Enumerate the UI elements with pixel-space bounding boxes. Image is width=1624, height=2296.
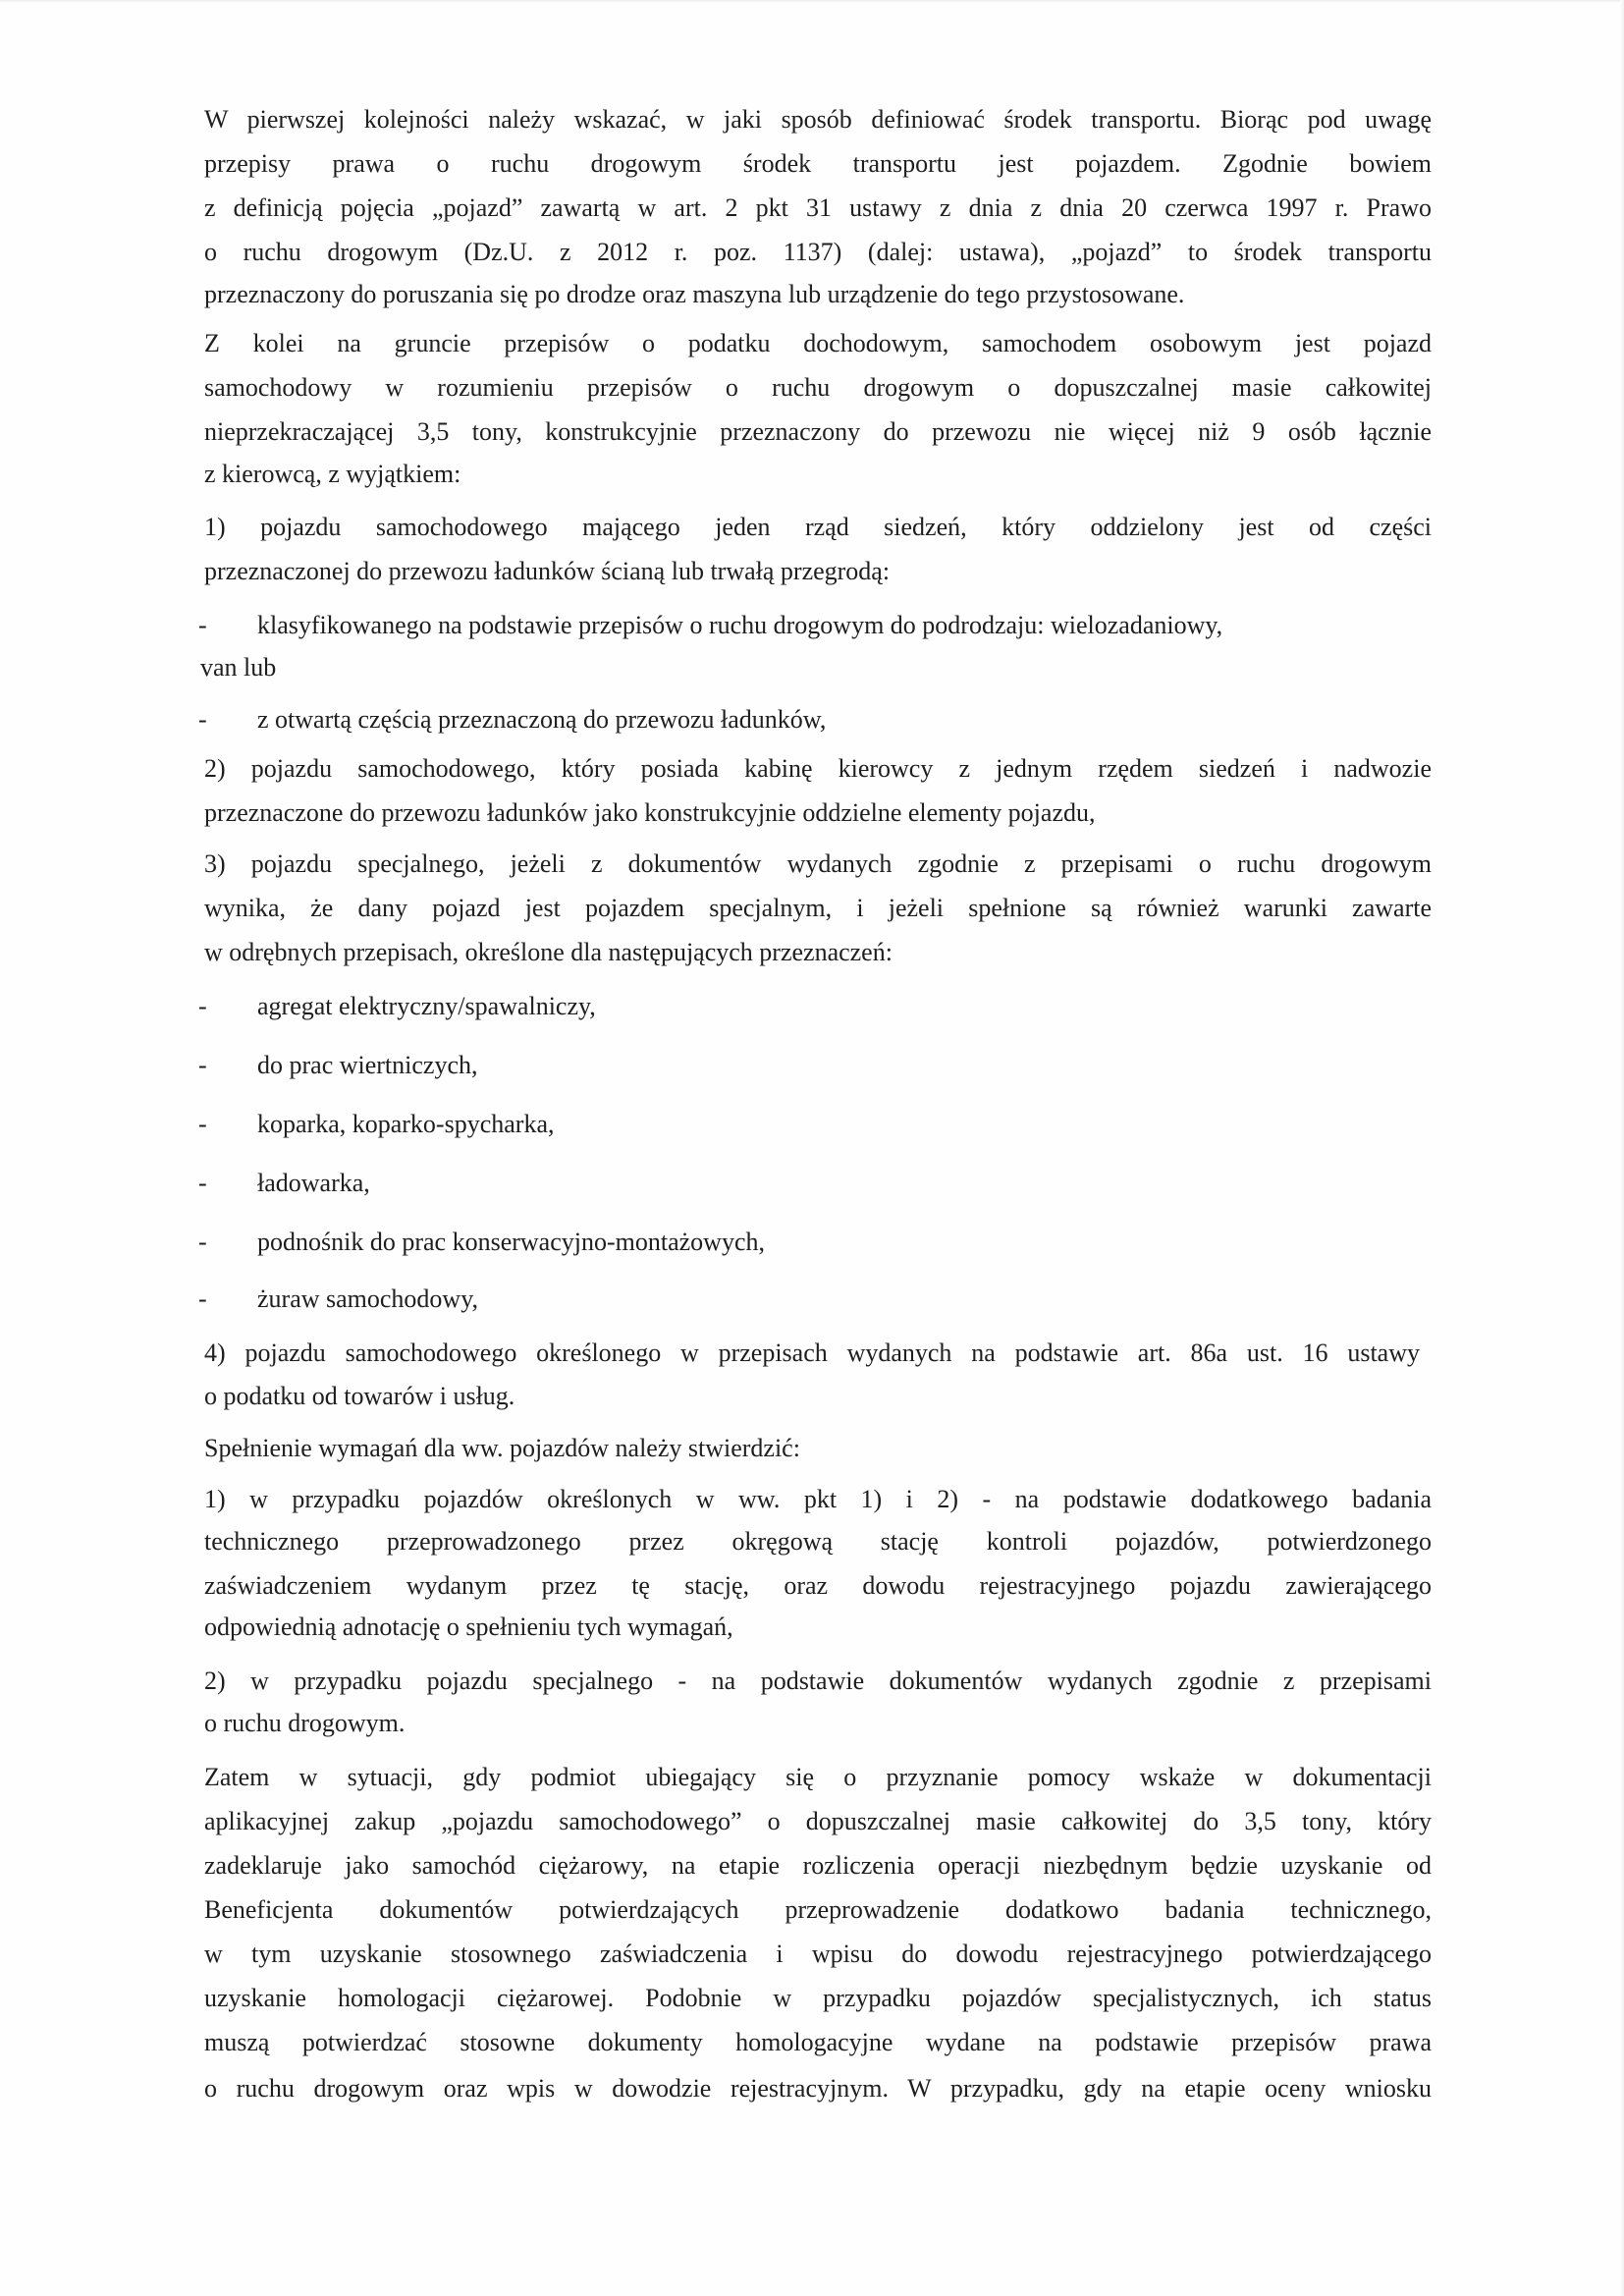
exception-1-line-1: 1) pojazdu samochodowego mającego jeden rząd siedzeń, który oddzielony jest od części bbox=[204, 513, 1432, 541]
paragraph-1-line-2: przepisy prawa o ruchu drogowym środek transportu jest pojazdem. Zgodnie bowiem bbox=[204, 149, 1432, 178]
dash-bullet-icon: - bbox=[198, 1051, 207, 1079]
requirements-item-2-line-2: o ruchu drogowym. bbox=[204, 1709, 406, 1737]
scan-edge-right bbox=[1620, 0, 1624, 2296]
exception-3-line-2: wynika, że dany pojazd jest pojazdem specjalnym, i jeżeli spełnione są również warunki zawarte bbox=[204, 894, 1432, 922]
requirements-intro: Spełnienie wymagań dla ww. pojazdów należy stwierdzić: bbox=[204, 1434, 800, 1462]
paragraph-1-line-3: z definicją pojęcia „pojazd” zawartą w art. 2 pkt 31 ustawy z dnia z dnia 20 czerwca 1997 r. Prawo bbox=[204, 193, 1432, 222]
paragraph-2-line-3: nieprzekraczającej 3,5 tony, konstrukcyjnie przeznaczony do przewozu nie więcej niż 9 osób łącznie bbox=[204, 417, 1432, 446]
exception-3-bullet-5 bbox=[198, 1227, 1432, 1258]
paragraph-2-line-2: samochodowy w rozumieniu przepisów o ruchu drogowym o dopuszczalnej masie całkowitej bbox=[204, 373, 1432, 402]
dash-bullet-icon: - bbox=[198, 611, 207, 639]
conclusion-line-7: muszą potwierdzać stosowne dokumenty homologacyjne wydane na podstawie przepisów prawa bbox=[204, 2028, 1432, 2056]
paragraph-2-line-4: z kierowcą, z wyjątkiem: bbox=[204, 460, 461, 488]
exception-2-line-1: 2) pojazdu samochodowego, który posiada kabinę kierowcy z jednym rzędem siedzeń i nadwozie bbox=[204, 754, 1432, 783]
exception-4-line-2: o podatku od towarów i usług. bbox=[204, 1382, 515, 1410]
bullet-text: ładowarka, bbox=[257, 1169, 370, 1197]
scan-edge-top bbox=[0, 0, 1624, 3]
conclusion-line-1: Zatem w sytuacji, gdy podmiot ubiegający się o przyznanie pomocy wskaże w dokumentacji bbox=[204, 1763, 1432, 1791]
dash-bullet-icon: - bbox=[198, 705, 207, 734]
bullet-text: z otwartą częścią przeznaczoną do przewozu ładunków, bbox=[257, 705, 827, 734]
exception-1-bullet-2 bbox=[198, 704, 1432, 736]
exception-1-continuation: van lub bbox=[200, 653, 277, 682]
paragraph-1-line-1: W pierwszej kolejności należy wskazać, w jaki sposób definiować środek transportu. Biorąc pod uwagę bbox=[204, 105, 1432, 134]
dash-bullet-icon: - bbox=[198, 992, 207, 1020]
conclusion-line-8: o ruchu drogowym oraz wpis w dowodzie rejestracyjnym. W przypadku, gdy na etapie oceny wniosku bbox=[204, 2074, 1432, 2103]
requirements-item-2-line-1: 2) w przypadku pojazdu specjalnego - na podstawie dokumentów wydanych zgodnie z przepisami bbox=[204, 1667, 1432, 1695]
requirements-item-1-line-2: technicznego przeprowadzonego przez okręgową stację kontroli pojazdów, potwierdzonego bbox=[204, 1527, 1432, 1556]
exception-3-bullet-6 bbox=[198, 1284, 1432, 1315]
requirements-item-1-line-1: 1) w przypadku pojazdów określonych w ww. pkt 1) i 2) - na podstawie dodatkowego badania bbox=[204, 1485, 1432, 1513]
bullet-text: agregat elektryczny/spawalniczy, bbox=[257, 992, 596, 1020]
dash-bullet-icon: - bbox=[198, 1285, 207, 1313]
bullet-text: do prac wiertniczych, bbox=[257, 1051, 478, 1079]
conclusion-line-3: zadeklaruje jako samochód ciężarowy, na etapie rozliczenia operacji niezbędnym będzie uzyskanie od bbox=[204, 1851, 1432, 1880]
exception-2-line-2: przeznaczone do przewozu ładunków jako konstrukcyjnie oddzielne elementy pojazdu, bbox=[204, 798, 1096, 827]
conclusion-line-5: w tym uzyskanie stosownego zaświadczenia i wpisu do dowodu rejestracyjnego potwierdzającego bbox=[204, 1940, 1432, 1968]
bullet-text: podnośnik do prac konserwacyjno-montażowych, bbox=[257, 1228, 765, 1256]
conclusion-line-2: aplikacyjnej zakup „pojazdu samochodowego” o dopuszczalnej masie całkowitej do 3,5 tony, który bbox=[204, 1807, 1432, 1835]
requirements-item-1-line-3: zaświadczeniem wydanym przez tę stację, oraz dowodu rejestracyjnego pojazdu zawierającego bbox=[204, 1571, 1432, 1600]
paragraph-1-line-5: przeznaczony do poruszania się po drodze oraz maszyna lub urządzenie do tego przystosowane. bbox=[204, 280, 1185, 308]
exception-1-line-2: przeznaczonej do przewozu ładunków ścianą lub trwałą przegrodą: bbox=[204, 557, 891, 585]
bullet-text: klasyfikowanego na podstawie przepisów o ruchu drogowym do podrodzaju: wielozadaniowy, bbox=[257, 611, 1223, 639]
dash-bullet-icon: - bbox=[198, 1228, 207, 1256]
paragraph-1-line-4: o ruchu drogowym (Dz.U. z 2012 r. poz. 1137) (dalej: ustawa), „pojazd” to środek transportu bbox=[204, 238, 1432, 266]
bullet-text: koparka, koparko-spycharka, bbox=[257, 1110, 555, 1138]
conclusion-line-6: uzyskanie homologacji ciężarowej. Podobnie w przypadku pojazdów specjalistycznych, ich status bbox=[204, 1984, 1432, 2012]
requirements-item-1-line-4: odpowiednią adnotację o spełnieniu tych wymagań, bbox=[204, 1613, 733, 1641]
dash-bullet-icon: - bbox=[198, 1169, 207, 1197]
exception-3-bullet-4 bbox=[198, 1168, 1432, 1199]
exception-4-line-1: 4) pojazdu samochodowego określonego w przepisach wydanych na podstawie art. 86a ust. 16 ustawy bbox=[204, 1339, 1420, 1367]
exception-1-bullet-1 bbox=[198, 610, 1432, 641]
dash-bullet-icon: - bbox=[198, 1110, 207, 1138]
bullet-text: żuraw samochodowy, bbox=[257, 1285, 479, 1313]
exception-3-bullet-3 bbox=[198, 1109, 1432, 1140]
exception-3-line-3: w odrębnych przepisach, określone dla następujących przeznaczeń: bbox=[204, 938, 893, 966]
conclusion-line-4: Beneficjenta dokumentów potwierdzających przeprowadzenie dodatkowo badania technicznego, bbox=[204, 1895, 1432, 1924]
exception-3-line-1: 3) pojazdu specjalnego, jeżeli z dokumentów wydanych zgodnie z przepisami o ruchu drogowym bbox=[204, 849, 1432, 878]
paragraph-2-line-1: Z kolei na gruncie przepisów o podatku dochodowym, samochodem osobowym jest pojazd bbox=[204, 329, 1432, 357]
exception-3-bullet-2 bbox=[198, 1050, 1432, 1081]
exception-3-bullet-1 bbox=[198, 991, 1432, 1022]
